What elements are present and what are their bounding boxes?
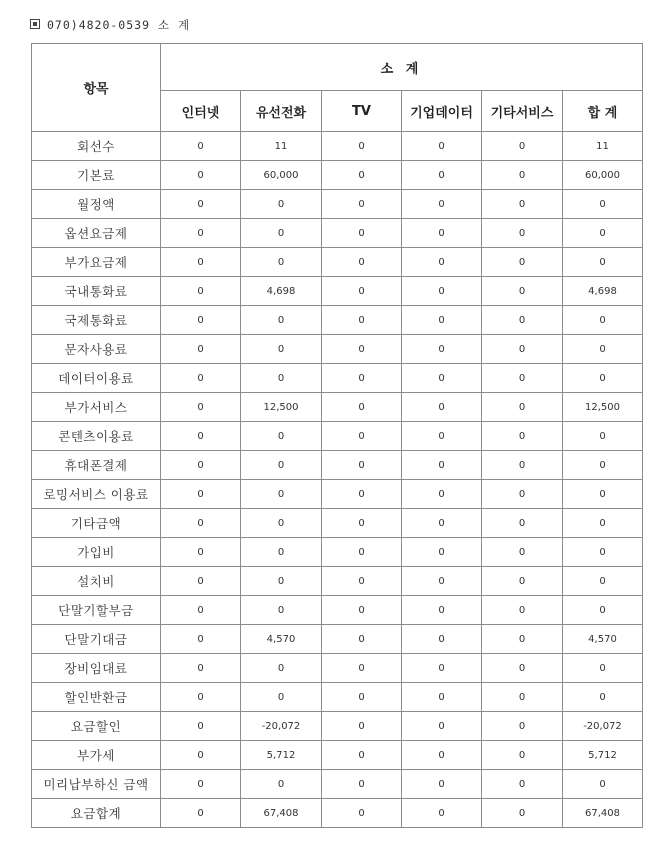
row-label: 옵션요금제 xyxy=(32,219,161,248)
row-value: 0 xyxy=(322,741,402,770)
item-header: 항목 xyxy=(32,44,161,132)
row-value: 0 xyxy=(563,306,643,335)
row-value: 0 xyxy=(482,306,563,335)
row-value: 0 xyxy=(161,364,241,393)
row-value: 0 xyxy=(482,625,563,654)
row-value: 0 xyxy=(563,596,643,625)
row-value: 0 xyxy=(322,538,402,567)
row-label: 단말기대금 xyxy=(32,625,161,654)
table-row xyxy=(32,393,643,422)
row-value: 0 xyxy=(241,770,322,799)
row-value: 0 xyxy=(241,596,322,625)
row-value: 0 xyxy=(161,306,241,335)
row-value: 0 xyxy=(563,509,643,538)
row-value: 11 xyxy=(563,132,643,161)
row-value: 0 xyxy=(161,190,241,219)
table-row xyxy=(32,219,643,248)
row-value: 0 xyxy=(241,190,322,219)
column-header-internet: 인터넷 xyxy=(161,91,241,132)
row-value: 0 xyxy=(161,567,241,596)
row-value: 5,712 xyxy=(563,741,643,770)
table-row xyxy=(32,712,643,741)
row-value: 0 xyxy=(161,451,241,480)
row-value: 0 xyxy=(563,654,643,683)
row-value: 0 xyxy=(563,538,643,567)
row-value: 0 xyxy=(161,277,241,306)
row-value: -20,072 xyxy=(563,712,643,741)
row-label: 데이터이용료 xyxy=(32,364,161,393)
row-value: 0 xyxy=(402,219,482,248)
row-value: 60,000 xyxy=(241,161,322,190)
column-header-total: 합 계 xyxy=(563,91,643,132)
row-value: 0 xyxy=(482,799,563,828)
row-value: 4,570 xyxy=(241,625,322,654)
row-value: 0 xyxy=(161,422,241,451)
row-label: 부가세 xyxy=(32,741,161,770)
row-label: 기본료 xyxy=(32,161,161,190)
row-value: 0 xyxy=(161,683,241,712)
row-value: 0 xyxy=(482,741,563,770)
column-header-tv: TV xyxy=(322,91,402,132)
row-label: 로밍서비스 이용료 xyxy=(32,480,161,509)
row-value: 0 xyxy=(482,509,563,538)
row-value: 0 xyxy=(482,161,563,190)
table-row xyxy=(32,335,643,364)
row-value: 0 xyxy=(563,683,643,712)
row-value: 0 xyxy=(161,770,241,799)
row-value: 0 xyxy=(322,219,402,248)
row-value: 0 xyxy=(322,364,402,393)
row-value: 0 xyxy=(402,248,482,277)
row-label: 국내통화료 xyxy=(32,277,161,306)
table-body xyxy=(32,132,643,828)
row-value: 0 xyxy=(322,161,402,190)
row-value: 0 xyxy=(563,567,643,596)
row-label: 휴대폰결제 xyxy=(32,451,161,480)
row-value: 0 xyxy=(241,654,322,683)
row-value: 0 xyxy=(482,567,563,596)
row-value: 0 xyxy=(322,567,402,596)
row-value: 0 xyxy=(241,683,322,712)
row-value: 0 xyxy=(161,393,241,422)
row-value: 67,408 xyxy=(563,799,643,828)
row-value: 0 xyxy=(482,422,563,451)
row-value: 0 xyxy=(563,480,643,509)
row-value: 4,698 xyxy=(241,277,322,306)
row-value: 0 xyxy=(482,248,563,277)
row-value: 0 xyxy=(563,451,643,480)
row-value: 0 xyxy=(402,538,482,567)
row-value: 0 xyxy=(402,654,482,683)
row-value: 0 xyxy=(563,335,643,364)
row-label: 부가서비스 xyxy=(32,393,161,422)
row-value: 0 xyxy=(402,451,482,480)
row-value: 0 xyxy=(241,480,322,509)
row-value: 0 xyxy=(482,364,563,393)
row-label: 기타금액 xyxy=(32,509,161,538)
row-value: 0 xyxy=(161,132,241,161)
row-value: 0 xyxy=(482,712,563,741)
row-value: 0 xyxy=(161,509,241,538)
table-row xyxy=(32,190,643,219)
row-label: 부가요금제 xyxy=(32,248,161,277)
table-row xyxy=(32,161,643,190)
row-value: 0 xyxy=(563,248,643,277)
row-value: 12,500 xyxy=(241,393,322,422)
row-value: 0 xyxy=(322,190,402,219)
row-value: -20,072 xyxy=(241,712,322,741)
row-value: 0 xyxy=(402,480,482,509)
row-value: 0 xyxy=(482,451,563,480)
table-row xyxy=(32,741,643,770)
row-value: 0 xyxy=(563,422,643,451)
row-value: 0 xyxy=(241,335,322,364)
row-value: 0 xyxy=(402,306,482,335)
row-value: 60,000 xyxy=(563,161,643,190)
row-value: 0 xyxy=(322,422,402,451)
row-value: 0 xyxy=(161,248,241,277)
row-value: 0 xyxy=(482,219,563,248)
table-row xyxy=(32,422,643,451)
row-value: 0 xyxy=(241,422,322,451)
row-value: 0 xyxy=(402,712,482,741)
row-value: 0 xyxy=(322,132,402,161)
row-value: 0 xyxy=(482,683,563,712)
table-row xyxy=(32,683,643,712)
table-row xyxy=(32,306,643,335)
table-row xyxy=(32,596,643,625)
row-value: 0 xyxy=(322,277,402,306)
row-value: 0 xyxy=(563,190,643,219)
row-value: 0 xyxy=(482,132,563,161)
row-value: 0 xyxy=(241,219,322,248)
row-label: 요금합계 xyxy=(32,799,161,828)
row-value: 0 xyxy=(161,480,241,509)
row-value: 0 xyxy=(402,625,482,654)
table-row xyxy=(32,654,643,683)
row-value: 0 xyxy=(322,625,402,654)
row-value: 0 xyxy=(482,770,563,799)
row-value: 0 xyxy=(482,335,563,364)
table-row xyxy=(32,625,643,654)
row-value: 0 xyxy=(322,799,402,828)
row-value: 0 xyxy=(402,770,482,799)
row-value: 0 xyxy=(482,596,563,625)
row-value: 0 xyxy=(402,509,482,538)
row-label: 월정액 xyxy=(32,190,161,219)
row-value: 0 xyxy=(322,451,402,480)
row-value: 67,408 xyxy=(241,799,322,828)
row-value: 0 xyxy=(482,538,563,567)
row-value: 0 xyxy=(322,712,402,741)
row-value: 0 xyxy=(482,393,563,422)
header-row-top xyxy=(32,44,643,91)
row-value: 0 xyxy=(322,306,402,335)
row-value: 0 xyxy=(322,770,402,799)
table-row xyxy=(32,451,643,480)
row-value: 0 xyxy=(322,248,402,277)
row-value: 0 xyxy=(482,190,563,219)
row-label: 콘텐츠이용료 xyxy=(32,422,161,451)
page-header xyxy=(30,17,190,33)
row-value: 0 xyxy=(161,538,241,567)
row-value: 0 xyxy=(161,161,241,190)
row-value: 0 xyxy=(241,364,322,393)
row-value: 0 xyxy=(161,799,241,828)
row-value: 4,570 xyxy=(563,625,643,654)
row-value: 0 xyxy=(482,277,563,306)
row-label: 요금할인 xyxy=(32,712,161,741)
row-value: 0 xyxy=(402,596,482,625)
row-value: 0 xyxy=(241,248,322,277)
column-header-other-services: 기타서비스 xyxy=(482,91,563,132)
table-row xyxy=(32,770,643,799)
row-value: 0 xyxy=(322,596,402,625)
table-row xyxy=(32,364,643,393)
row-value: 5,712 xyxy=(241,741,322,770)
row-value: 0 xyxy=(402,422,482,451)
row-value: 0 xyxy=(563,770,643,799)
row-label: 장비임대료 xyxy=(32,654,161,683)
row-value: 0 xyxy=(241,509,322,538)
row-value: 0 xyxy=(322,509,402,538)
table-row xyxy=(32,509,643,538)
row-value: 0 xyxy=(563,219,643,248)
row-label: 문자사용료 xyxy=(32,335,161,364)
square-bullet-icon xyxy=(30,19,40,29)
row-label: 회선수 xyxy=(32,132,161,161)
subtotal-group-header: 소 계 xyxy=(161,44,643,91)
row-value: 12,500 xyxy=(563,393,643,422)
row-value: 0 xyxy=(161,219,241,248)
row-label: 미리납부하신 금액 xyxy=(32,770,161,799)
row-label: 단말기할부금 xyxy=(32,596,161,625)
row-value: 0 xyxy=(402,277,482,306)
row-value: 0 xyxy=(482,654,563,683)
table-row xyxy=(32,277,643,306)
table-row xyxy=(32,538,643,567)
row-label: 국제통화료 xyxy=(32,306,161,335)
table-row xyxy=(32,799,643,828)
row-value: 0 xyxy=(402,364,482,393)
row-value: 0 xyxy=(563,364,643,393)
row-label: 할인반환금 xyxy=(32,683,161,712)
row-value: 0 xyxy=(161,625,241,654)
row-value: 0 xyxy=(402,799,482,828)
column-header-enterprise-data: 기업데이터 xyxy=(402,91,482,132)
row-value: 0 xyxy=(161,712,241,741)
row-value: 0 xyxy=(482,480,563,509)
table-row xyxy=(32,132,643,161)
row-value: 0 xyxy=(402,393,482,422)
row-value: 0 xyxy=(402,567,482,596)
row-value: 0 xyxy=(322,480,402,509)
row-value: 0 xyxy=(322,393,402,422)
billing-summary-table xyxy=(31,43,643,828)
table-row xyxy=(32,248,643,277)
row-value: 0 xyxy=(402,335,482,364)
row-value: 0 xyxy=(322,683,402,712)
row-label: 가입비 xyxy=(32,538,161,567)
row-value: 0 xyxy=(161,741,241,770)
row-label: 설치비 xyxy=(32,567,161,596)
row-value: 0 xyxy=(161,335,241,364)
row-value: 0 xyxy=(322,654,402,683)
row-value: 11 xyxy=(241,132,322,161)
row-value: 0 xyxy=(241,567,322,596)
row-value: 0 xyxy=(161,654,241,683)
row-value: 0 xyxy=(322,335,402,364)
phone-subtotal-title: 070)4820-0539 소 계 xyxy=(47,18,191,32)
table-row xyxy=(32,567,643,596)
row-value: 0 xyxy=(402,132,482,161)
row-value: 0 xyxy=(161,596,241,625)
table-row xyxy=(32,480,643,509)
row-value: 0 xyxy=(241,451,322,480)
row-value: 0 xyxy=(402,683,482,712)
column-header-landline: 유선전화 xyxy=(241,91,322,132)
row-value: 0 xyxy=(241,306,322,335)
row-value: 0 xyxy=(402,161,482,190)
row-value: 0 xyxy=(402,190,482,219)
row-value: 4,698 xyxy=(563,277,643,306)
row-value: 0 xyxy=(402,741,482,770)
row-value: 0 xyxy=(241,538,322,567)
